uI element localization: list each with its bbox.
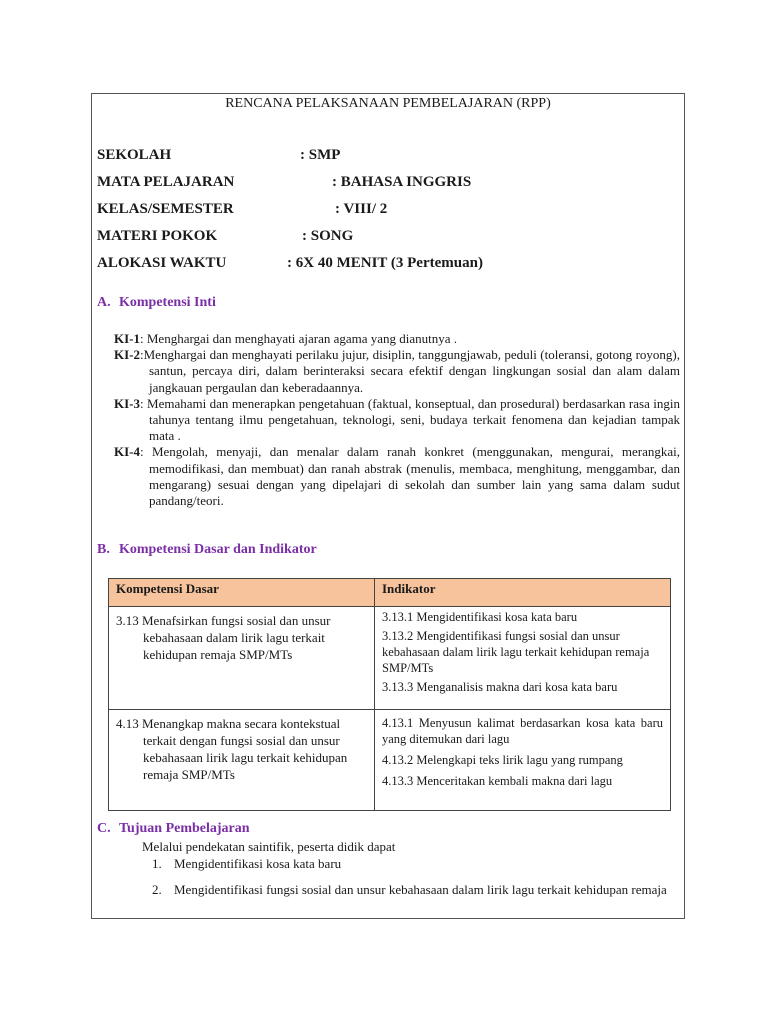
indicator: 3.13.3 Menganalisis makna dari kosa kata baru — [382, 680, 618, 694]
ki-item — [114, 347, 680, 396]
info-row-alokasi-waktu — [97, 255, 483, 272]
table-cell-indicators — [375, 710, 671, 811]
ki-key: KI-1 — [114, 331, 140, 346]
info-row-sekolah — [97, 147, 341, 164]
info-value: : SMP — [300, 147, 341, 163]
info-label: MATERI POKOK — [97, 228, 218, 244]
ki-text: : Memahami dan menerapkan pengetahuan (faktual, konseptual, dan prosedural) berdasarkan rasa ingin tahunya tentang ilmu pengetahuan, teknologi, seni, budaya terkait fenomena dan kejadian tampak mata . — [140, 395, 680, 444]
tujuan-list — [152, 856, 679, 908]
info-row-kelas-semester — [97, 201, 388, 218]
indicator: 4.13.1 Menyusun kalimat berdasarkan kosa kata baru yang ditemukan dari lagu — [382, 716, 663, 746]
section-title: Tujuan Pembelajaran — [119, 821, 250, 836]
ki-item — [114, 331, 680, 347]
info-value: : 6X 40 MENIT (3 Pertemuan) — [287, 255, 483, 271]
info-value: : SONG — [302, 228, 354, 244]
info-value: : VIII/ 2 — [335, 201, 388, 217]
ki-key: KI-3 — [114, 395, 140, 411]
table-header-row — [109, 579, 671, 607]
info-row-mata-pelajaran — [97, 174, 472, 191]
column-header: Indikator — [375, 579, 671, 607]
ki-item — [114, 396, 680, 445]
section-a-heading — [97, 295, 216, 311]
column-header: Kompetensi Dasar — [109, 579, 375, 607]
table-cell-indicators — [375, 607, 671, 710]
table-cell-kd — [109, 607, 375, 710]
kompetensi-table — [108, 578, 671, 811]
section-c-heading — [97, 821, 250, 837]
tujuan-intro: Melalui pendekatan saintifik, peserta didik dapat — [142, 839, 396, 854]
info-row-materi-pokok — [97, 228, 354, 245]
ki-key: KI-2 — [114, 347, 140, 363]
section-letter: C. — [97, 821, 111, 836]
list-item — [152, 856, 679, 872]
section-b-heading — [97, 542, 317, 558]
section-title: Kompetensi Inti — [119, 295, 216, 310]
ki-key: KI-4 — [114, 444, 140, 460]
indicator: 4.13.2 Melengkapi teks lirik lagu yang rumpang — [382, 753, 623, 767]
list-number: 1. — [152, 856, 162, 871]
ki-item — [114, 444, 680, 509]
section-title: Kompetensi Dasar dan Indikator — [119, 542, 317, 557]
document-title: RENCANA PELAKSANAAN PEMBELAJARAN (RPP) — [225, 96, 551, 111]
indicator: 3.13.1 Mengidentifikasi kosa kata baru — [382, 610, 578, 624]
indicator: 3.13.2 Mengidentifikasi fungsi sosial dan unsur kebahasaan dalam lirik lagu terkait kehidupan remaja SMP/MTs — [382, 629, 650, 675]
table-row — [109, 607, 671, 710]
ki-text: : Mengolah, menyaji, dan menalar dalam ranah konkret (menggunakan, mengurai, merangkai, memodifikasi, dan membuat) dan ranah abstrak (menulis, membaca, menghitung, menggambar, dan mengarang) sesuai dengan yang dipelajari di sekolah dan sumber lain yang sama dalam sudut pandang/teori. — [140, 444, 680, 509]
rpp-document — [91, 93, 685, 919]
info-value: : BAHASA INGGRIS — [332, 174, 472, 190]
kd-text: 3.13 Menafsirkan fungsi sosial dan unsur kebahasaan dalam lirik lagu terkait kehidupan remaja SMP/MTs — [116, 613, 331, 662]
list-text: Mengidentifikasi fungsi sosial dan unsur kebahasaan dalam lirik lagu terkait kehidupan remaja — [174, 882, 667, 897]
list-text: Mengidentifikasi kosa kata baru — [174, 856, 342, 871]
table-row — [109, 710, 671, 811]
table-cell-kd — [109, 710, 375, 811]
ki-text: : Menghargai dan menghayati ajaran agama yang dianutnya . — [140, 331, 458, 346]
kompetensi-inti-list — [114, 331, 680, 509]
list-item — [152, 882, 679, 898]
info-label: ALOKASI WAKTU — [97, 255, 227, 271]
section-letter: A. — [97, 295, 111, 310]
info-label: MATA PELAJARAN — [97, 174, 235, 190]
section-letter: B. — [97, 542, 110, 557]
info-label: KELAS/SEMESTER — [97, 201, 234, 217]
info-label: SEKOLAH — [97, 147, 172, 163]
indicator: 4.13.3 Menceritakan kembali makna dari lagu — [382, 774, 613, 788]
ki-text: :Menghargai dan menghayati perilaku jujur, disiplin, tanggungjawab, peduli (toleransi, gotong royong), santun, percaya diri, dalam berinteraksi secara efektif dengan lingkungan sosial dan alam dalam jangkauan pergaulan dan keberadaannya. — [140, 347, 680, 395]
kd-text: 4.13 Menangkap makna secara kontekstual terkait dengan fungsi sosial dan unsur kebahasaan lirik lagu terkait kehidupan remaja SMP/MTs — [116, 716, 348, 782]
list-number: 2. — [152, 882, 162, 897]
